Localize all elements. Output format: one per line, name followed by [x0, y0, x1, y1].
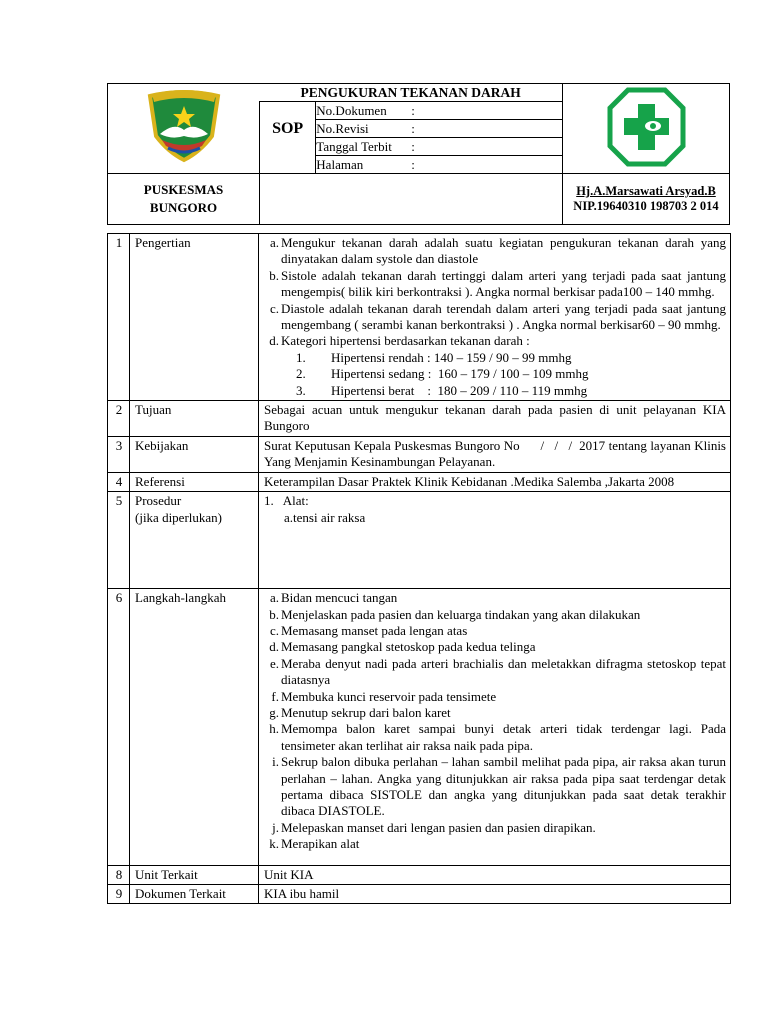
row-content: KIA ibu hamil [259, 885, 731, 904]
list-item: h. Memompa balon karet sampai bunyi detak arteri tidak terdengar lagi. Pada tensimeter akan terlihat air raksa naik pada pipa. [269, 721, 726, 753]
doc-field-value: : [411, 156, 415, 172]
doc-field-row [316, 138, 562, 156]
institution-name: PUSKESMAS [143, 182, 224, 197]
institution-cell [108, 174, 260, 225]
row-content: Sebagai acuan untuk mengukur tekanan darah pada pasien di unit pelayanan KIA Bungoro [259, 401, 731, 437]
list-item: b. Sistole adalah tekanan darah tertinggi dalam arteri yang terjadi pada saat jantung mengempis( bilik kiri berkontraksi ). Angka normal berkisar pada100 – 140 mmhg. [269, 267, 726, 300]
doc-field-label: No.Dokumen [316, 102, 387, 118]
row-label: Tujuan [130, 401, 259, 437]
sub-list-item: 1. Hipertensi rendah : 140 – 159 / 90 – 99 mmhg [296, 349, 572, 365]
table-row [108, 234, 731, 401]
doc-field-label: No.Revisi [316, 120, 369, 136]
doc-field-value: : [411, 120, 415, 136]
row-label: Pengertian [130, 234, 259, 401]
row-label: Langkah-langkah [130, 589, 259, 866]
table-row [108, 401, 731, 437]
row-content [259, 234, 731, 401]
doc-field-row [316, 102, 562, 120]
procedure-line: a.tensi air raksa [284, 509, 366, 525]
right-logo-cell [562, 84, 729, 174]
row-number: 8 [108, 865, 130, 884]
procedure-line: 1. Alat: [264, 493, 309, 509]
list-item: d. Kategori hipertensi berdasarkan tekanan darah : [269, 333, 530, 349]
list-item: f. Membuka kunci reservoir pada tensimete [271, 688, 497, 704]
table-row [108, 492, 731, 589]
row-number: 5 [108, 492, 130, 589]
row-content [259, 589, 731, 866]
sub-list-item: 2. Hipertensi sedang : 160 – 179 / 100 – 109 mmhg [296, 366, 589, 382]
row-content: Keterampilan Dasar Praktek Klinik Kebidanan .Medika Salemba ,Jakarta 2008 [259, 472, 731, 491]
sop-label: SOP [260, 84, 316, 174]
list-item: i. Sekrup balon dibuka perlahan – lahan sambil melihat pada pipa, air raksa akan turun perlahan – lahan. Angka yang ditunjukkan air raksa pada pipa saat terdengar detak pertama dibaca SISTOLE dan angka yang ditunjukkan pada saat detak terakhir dibaca DIASTOLE. [272, 754, 726, 819]
row-number: 4 [108, 472, 130, 491]
sop-content-table [107, 233, 731, 904]
list-item: e. Meraba denyut nadi pada arteri brachialis dan meletakkan difragma stetoskop tepat diatasnya [269, 655, 726, 688]
signer-nip: NIP.19640310 198703 2 014 [573, 199, 719, 213]
sop-header-table [107, 83, 730, 225]
row-label: Referensi [130, 472, 259, 491]
row-number: 3 [108, 436, 130, 472]
doc-field-label: Halaman [316, 156, 364, 172]
list-item: g. Menutup sekrup dari balon karet [269, 704, 451, 720]
doc-field-value: : [411, 102, 415, 118]
list-item: b. Menjelaskan pada pasien dan keluarga tindakan yang akan dilakukan [269, 606, 641, 622]
doc-field-row [316, 156, 562, 174]
row-number: 9 [108, 885, 130, 904]
sub-list-item: 3. Hipertensi berat : 180 – 209 / 110 – 119 mmhg [296, 382, 588, 398]
table-row [108, 589, 731, 866]
row-number: 6 [108, 589, 130, 866]
list-item: j. Melepaskan manset dari lengan pasien dan pasien dirapikan. [272, 819, 596, 835]
institution-location: BUNGORO [149, 200, 218, 215]
table-row [108, 472, 731, 491]
doc-field-row [316, 120, 562, 138]
list-item: k. Merapikan alat [269, 836, 360, 852]
signer-name: Hj.A.Marsawati Arsyad.B [576, 184, 716, 198]
list-item: a. Bidan mencuci tangan [269, 590, 398, 606]
regency-emblem-icon [108, 84, 259, 169]
list-item: c. Memasang manset pada lengan atas [269, 622, 468, 638]
row-label: Unit Terkait [130, 865, 259, 884]
row-label: Kebijakan [130, 436, 259, 472]
left-logo-cell [108, 84, 260, 174]
row-content [259, 492, 731, 589]
row-label: Dokumen Terkait [130, 885, 259, 904]
row-label-note: (jika diperlukan) [135, 509, 222, 525]
row-number: 2 [108, 401, 130, 437]
table-row [108, 436, 731, 472]
list-item: d. Memasang pangkal stetoskop pada kedua telinga [269, 639, 536, 655]
blank-cell [260, 174, 563, 225]
document-info-block [300, 84, 563, 174]
row-label-cell [130, 492, 259, 589]
row-number: 1 [108, 234, 130, 401]
row-content: Surat Keputusan Kepala Puskesmas Bungoro No / / / 2017 tentang layanan Klinis Yang Menjamin Kesinambungan Pelayanan. [259, 436, 731, 472]
puskesmas-logo-icon [563, 84, 729, 169]
row-label: Prosedur [135, 493, 182, 509]
table-row [108, 865, 731, 884]
doc-field-label: Tanggal Terbit [316, 138, 392, 154]
list-item: a. Mengukur tekanan darah adalah suatu kegiatan pengukuran tekanan darah yang dinyatakan dalam systole dan diastole [269, 235, 726, 267]
document-title: PENGUKURAN TEKANAN DARAH [259, 84, 562, 102]
row-content: Unit KIA [259, 865, 731, 884]
table-row [108, 885, 731, 904]
document-fields [316, 102, 562, 173]
doc-field-value: : [411, 138, 415, 154]
list-item: c. Diastole adalah tekanan darah terendah dalam arteri yang terjadi pada saat jantung mengembang ( serambi kanan berkontraksi ) . Angka normal berkisar60 – 90 mmhg. [269, 300, 726, 333]
signer-cell [562, 174, 729, 225]
